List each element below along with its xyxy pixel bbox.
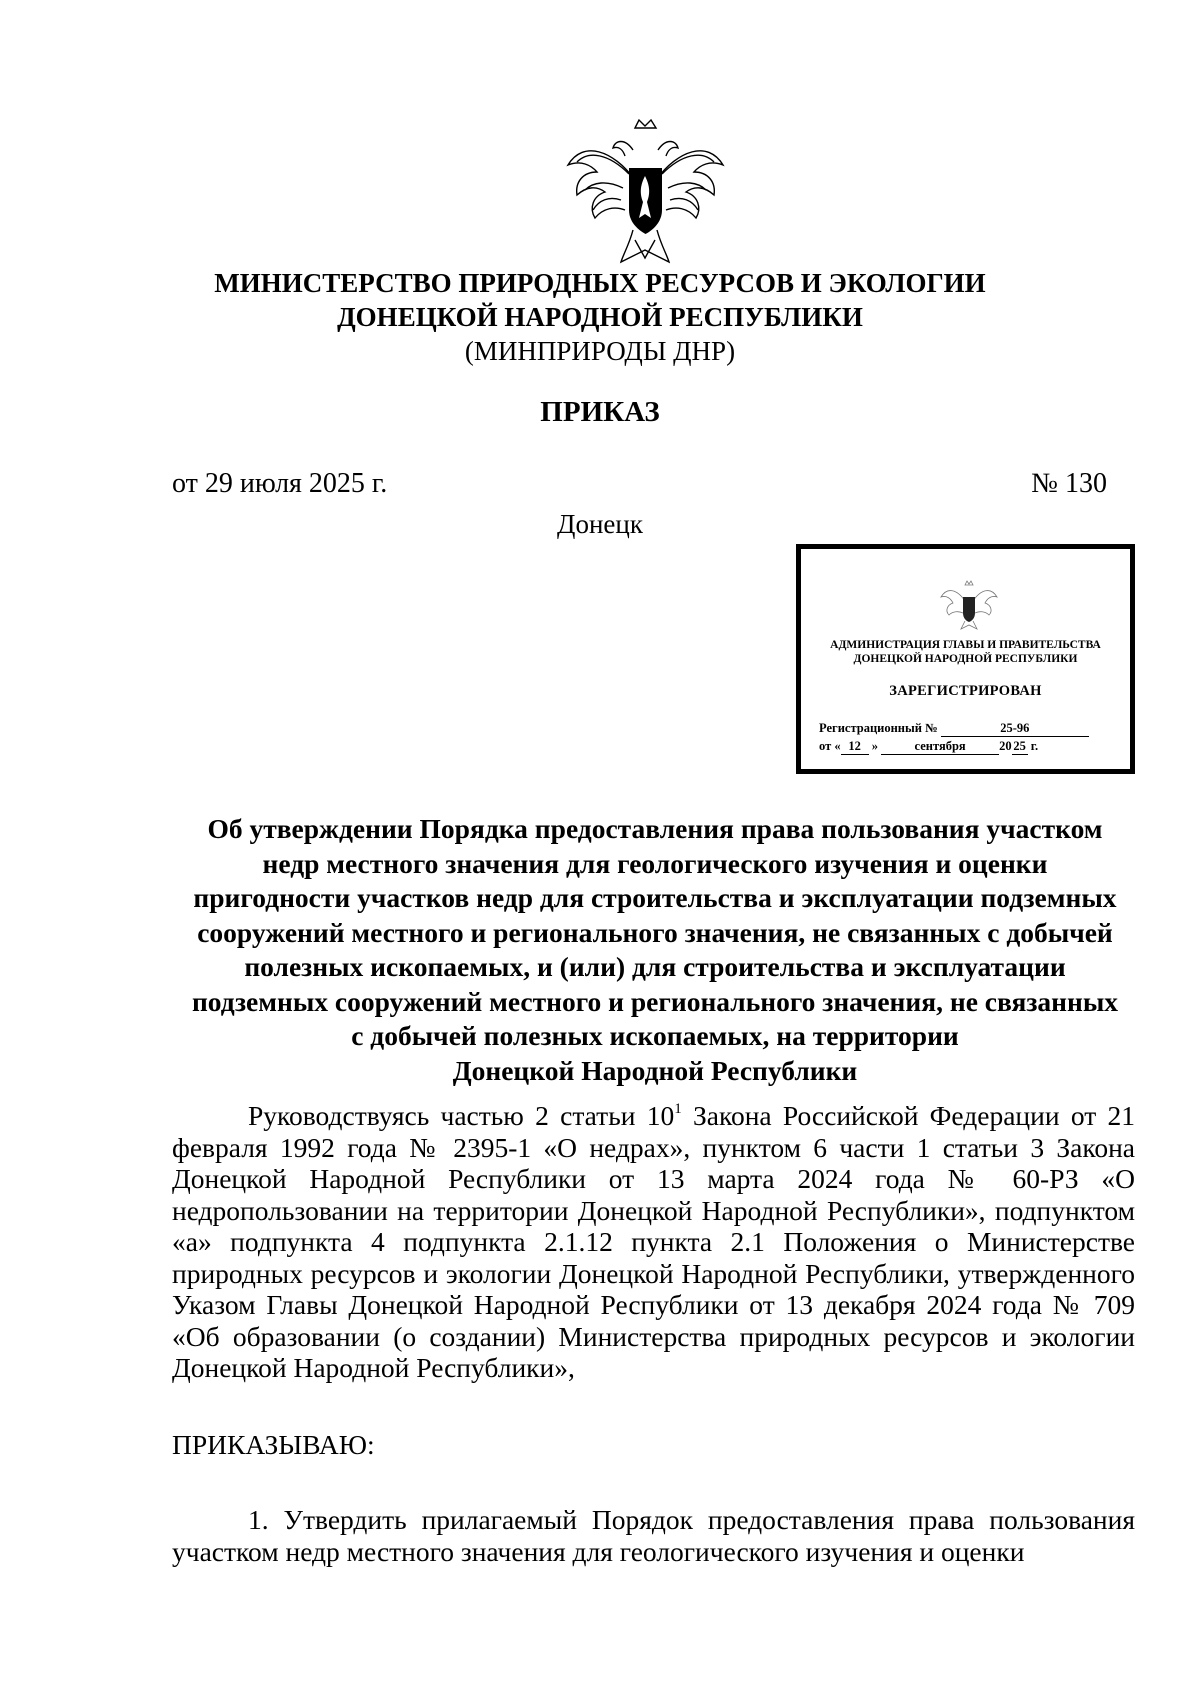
subject-line: сооружений местного и регионального значения, не связанных с добычей	[197, 916, 1113, 948]
stamp-date-row: от « 12 » сентября 20 25 г.	[819, 739, 1039, 753]
stamp-status: ЗАРЕГИСТРИРОВАН	[889, 683, 1042, 699]
stamp-year-mark: г.	[1030, 739, 1039, 753]
stamp-reg-number-row	[819, 721, 1089, 737]
ministry-name-line1: МИНИСТЕРСТВО ПРИРОДНЫХ РЕСУРСОВ И ЭКОЛОГИИ	[214, 268, 986, 298]
stamp-year-prefix: 20	[999, 739, 1012, 753]
stamp-month: сентября	[881, 739, 999, 755]
coat-of-arms-icon	[563, 110, 728, 270]
small-coat-of-arms-icon	[939, 577, 999, 632]
subject-line: Донецкой Народной Республики	[452, 1054, 858, 1086]
preamble-paragraph	[172, 1100, 1135, 1384]
stamp-org-line2: ДОНЕЦКОЙ НАРОДНОЙ РЕСПУБЛИКИ	[853, 653, 1078, 665]
stamp-org-line1: АДМИНИСТРАЦИЯ ГЛАВЫ И ПРАВИТЕЛЬСТВА	[830, 639, 1101, 651]
ministry-header	[0, 266, 1200, 368]
document-date: от 29 июля 2025 г.	[172, 468, 388, 499]
preamble-rest: Закона Российской Федерации от 21 февраля 1992 года № 2395-1 «О недрах», пунктом 6 части 1 статьи 3 Закона Донецкой Народной Республики от 13 марта 2024 года № 60-РЗ «О недропользовании на территории Донецкой Народной Республики», подпунктом «а» подпункта 4 подпункта 2.1.12 пункта 2.1 Положения о Министерстве природных ресурсов и экологии Донецкой Народной Республики, утвержденного Указом Главы Донецкой Народной Республики от 13 декабря 2024 года № 709 «Об образовании (о создании) Министерства природных ресурсов и экологии Донецкой Народной Республики»,	[172, 1100, 1135, 1383]
order-word: ПРИКАЗЫВАЮ:	[172, 1429, 375, 1460]
ministry-name-line2: ДОНЕЦКОЙ НАРОДНОЙ РЕСПУБЛИКИ	[337, 302, 863, 332]
subject-line: пригодности участков недр для строительства и эксплуатации подземных	[193, 882, 1117, 913]
subject-line: Об утверждении Порядка предоставления права пользования участком	[207, 813, 1103, 844]
document-number: № 130	[1031, 468, 1107, 499]
preamble-start: Руководствуясь частью 2 статьи 10	[248, 1100, 675, 1131]
stamp-from-label: от «	[819, 739, 841, 753]
stamp-year-suffix: 25	[1013, 739, 1026, 753]
preamble-superscript: 1	[674, 1101, 682, 1117]
document-type: ПРИКАЗ	[540, 396, 660, 428]
stamp-day: 12	[841, 739, 869, 755]
stamp-reg-label: Регистрационный №	[819, 721, 938, 735]
stamp-reg-number: 25-96	[941, 721, 1089, 737]
subject-line: с добычей полезных ископаемых, на территории	[351, 1020, 959, 1051]
stamp-organization	[801, 638, 1130, 666]
order-item-1: 1. Утвердить прилагаемый Порядок предоставления права пользования участком недр местного значения для геологического изучения и оценки	[172, 1504, 1135, 1567]
document-city: Донецк	[557, 509, 643, 539]
registration-stamp	[796, 544, 1135, 774]
subject-line: недр местного значения для геологического изучения и оценки	[262, 847, 1048, 879]
subject-line: полезных ископаемых, и (или) для строительства и эксплуатации	[244, 951, 1066, 982]
subject-line: подземных сооружений местного и регионального значения, не связанных	[191, 985, 1119, 1017]
ministry-abbreviation: (МИНПРИРОДЫ ДНР)	[464, 336, 736, 366]
document-subject	[170, 812, 1140, 1088]
